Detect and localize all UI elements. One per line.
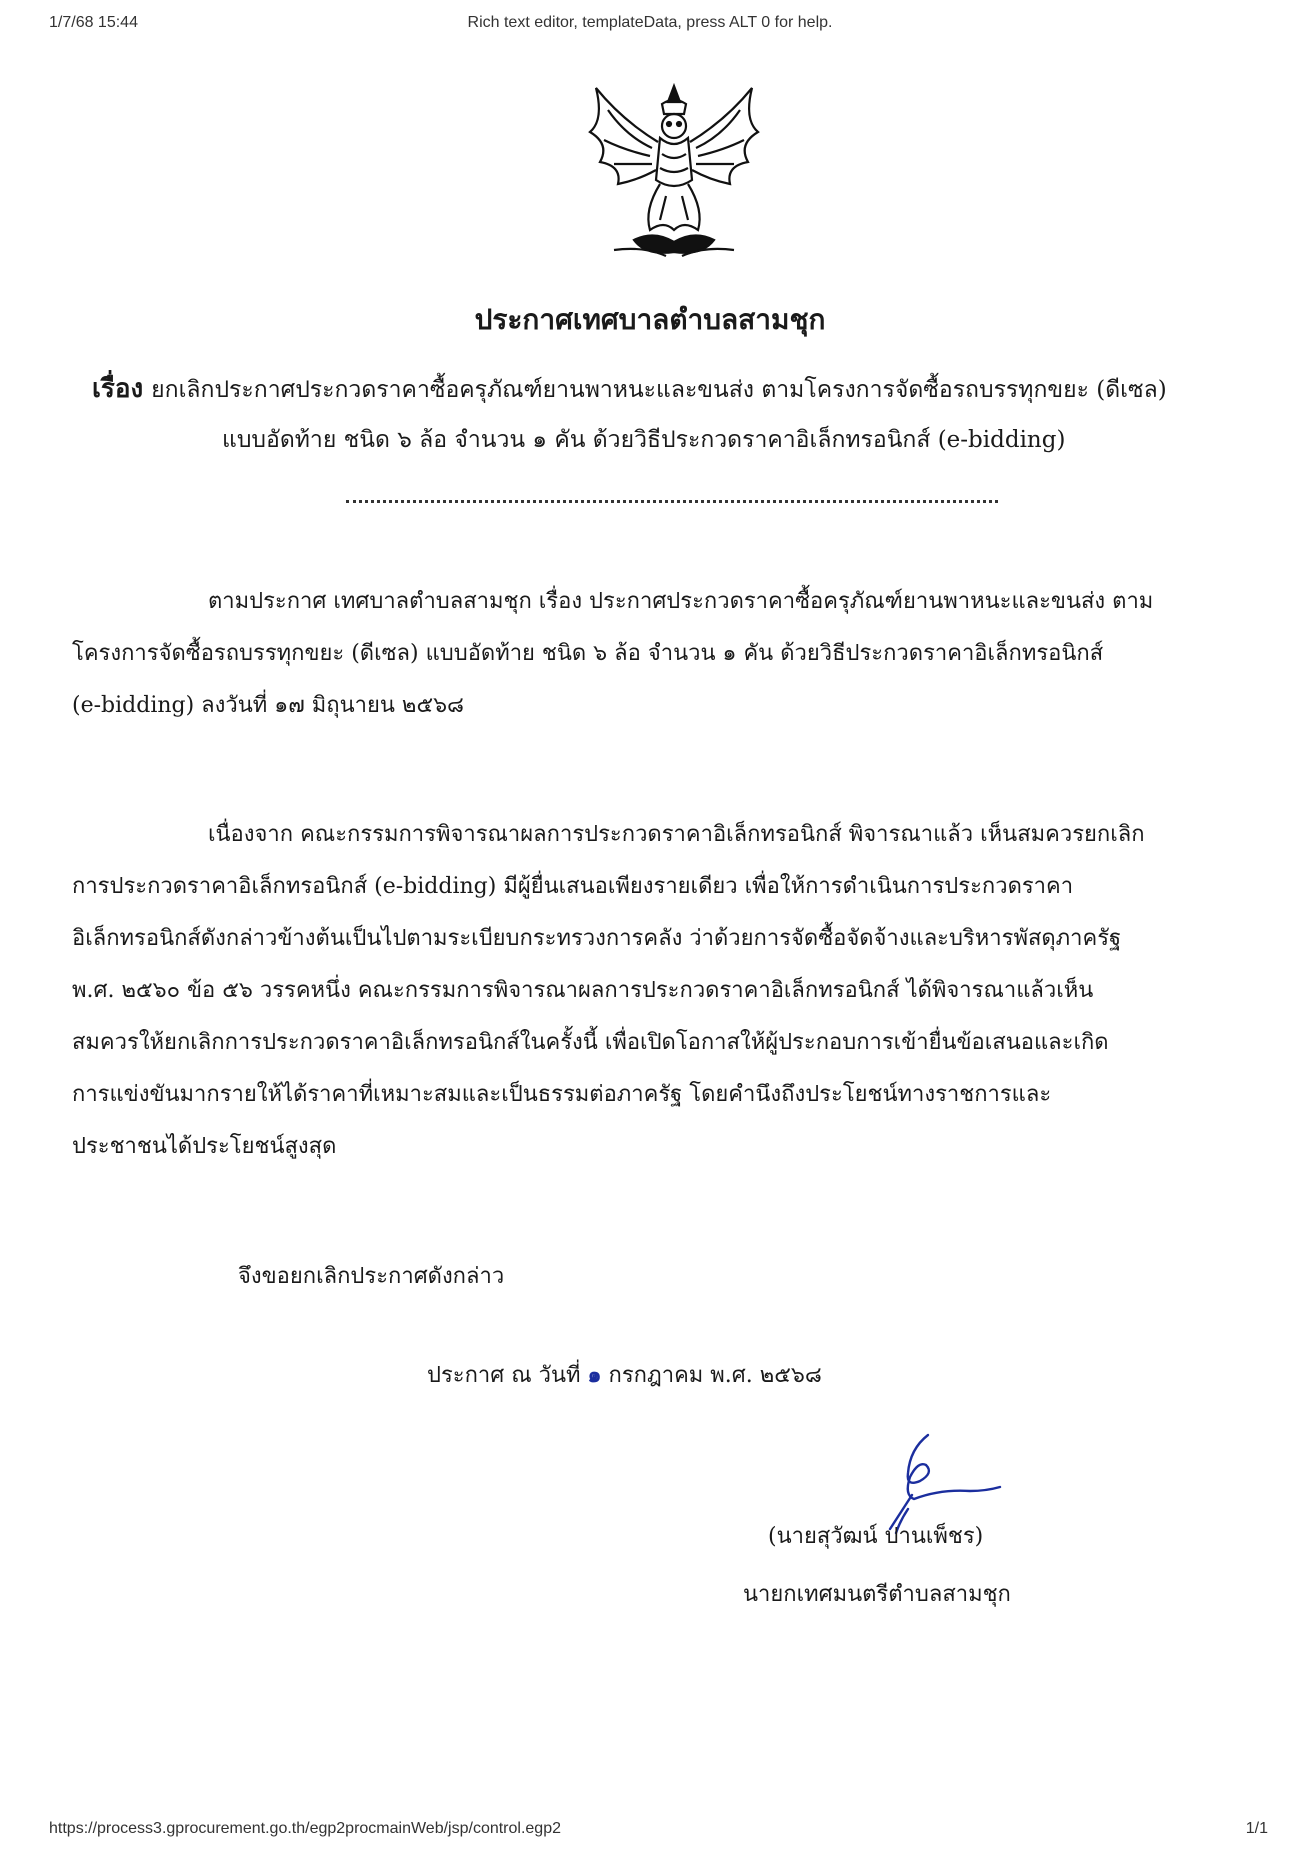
paragraph-line: พ.ศ. ๒๕๖๐ ข้อ ๕๖ วรรคหนึ่ง คณะกรรมการพิจารณาผลการประกวดราคาอิเล็กทรอนิกส์ ได้พิจารณาแล้วเห็น: [72, 978, 1094, 1003]
subject-line-1: [92, 368, 1167, 409]
paragraph-line: เนื่องจาก คณะกรรมการพิจารณาผลการประกวดราคาอิเล็กทรอนิกส์ พิจารณาแล้ว เห็นสมควรยกเลิก: [208, 822, 1145, 847]
subject-text-1: ยกเลิกประกาศประกวดราคาซื้อครุภัณฑ์ยานพาหนะและขนส่ง ตามโครงการจัดซื้อรถบรรทุกขยะ (ดีเซล): [151, 377, 1167, 403]
paragraph-line: อิเล็กทรอนิกส์ดังกล่าวข้างต้นเป็นไปตามระเบียบกระทรวงการคลัง ว่าด้วยการจัดซื้อจัดจ้างและบริหารพัสดุภาครัฐ: [72, 926, 1122, 951]
announcement-date-day: ๑: [587, 1362, 602, 1388]
dotted-divider: [346, 500, 998, 503]
signer-name: (นายสุวัฒน์ ปานเพ็ชร): [768, 1524, 984, 1549]
print-datetime: 1/7/68 15:44: [49, 14, 138, 31]
announcement-date-prefix: ประกาศ ณ วันที่: [427, 1363, 581, 1388]
paragraph-line: การแข่งขันมากรายให้ได้ราคาที่เหมาะสมและเป็นธรรมต่อภาครัฐ โดยคำนึงถึงประโยชน์ทางราชการและ: [72, 1082, 1052, 1107]
signer-position: นายกเทศมนตรีตำบลสามชุก: [743, 1582, 1011, 1607]
document-title: ประกาศเทศบาลตำบลสามชุก: [474, 303, 826, 336]
closing-statement: จึงขอยกเลิกประกาศดังกล่าว: [238, 1264, 505, 1289]
garuda-emblem-icon: [574, 80, 774, 264]
print-header-title: Rich text editor, templateData, press ALT 0 for help.: [467, 14, 833, 31]
paragraph-line: สมควรให้ยกเลิกการประกวดราคาอิเล็กทรอนิกส์ในครั้งนี้ เพื่อเปิดโอกาสให้ผู้ประกอบการเข้ายื่นข้อเสนอและเกิด: [72, 1030, 1109, 1055]
subject-line-2: แบบอัดท้าย ชนิด ๖ ล้อ จำนวน ๑ คัน ด้วยวิธีประกวดราคาอิเล็กทรอนิกส์ (e-bidding): [222, 427, 1066, 453]
print-page-count: 1/1: [1245, 1820, 1268, 1837]
paragraph-reason: [72, 809, 1272, 1173]
paragraph-reference: [72, 576, 1272, 732]
print-footer-url: https://process3.gprocurement.go.th/egp2procmainWeb/jsp/control.egp2: [49, 1820, 561, 1837]
paragraph-line: โครงการจัดซื้อรถบรรทุกขยะ (ดีเซล) แบบอัดท้าย ชนิด ๖ ล้อ จำนวน ๑ คัน ด้วยวิธีประกวดราคาอิเล็กทรอนิกส์: [72, 641, 1104, 666]
paragraph-line: (e-bidding) ลงวันที่ ๑๗ มิถุนายน ๒๕๖๘: [72, 693, 465, 718]
announcement-date-suffix: กรกฎาคม พ.ศ. ๒๕๖๘: [608, 1363, 822, 1388]
paragraph-line: ประชาชนได้ประโยชน์สูงสุด: [72, 1134, 337, 1159]
paragraph-line: การประกวดราคาอิเล็กทรอนิกส์ (e-bidding) มีผู้ยื่นเสนอเพียงรายเดียว เพื่อให้การดำเนินการประกวดราคา: [72, 874, 1074, 899]
subject-label: เรื่อง: [92, 374, 144, 404]
announcement-date: [427, 1357, 822, 1392]
paragraph-line: ตามประกาศ เทศบาลตำบลสามชุก เรื่อง ประกาศประกวดราคาซื้อครุภัณฑ์ยานพาหนะและขนส่ง ตาม: [208, 589, 1154, 614]
